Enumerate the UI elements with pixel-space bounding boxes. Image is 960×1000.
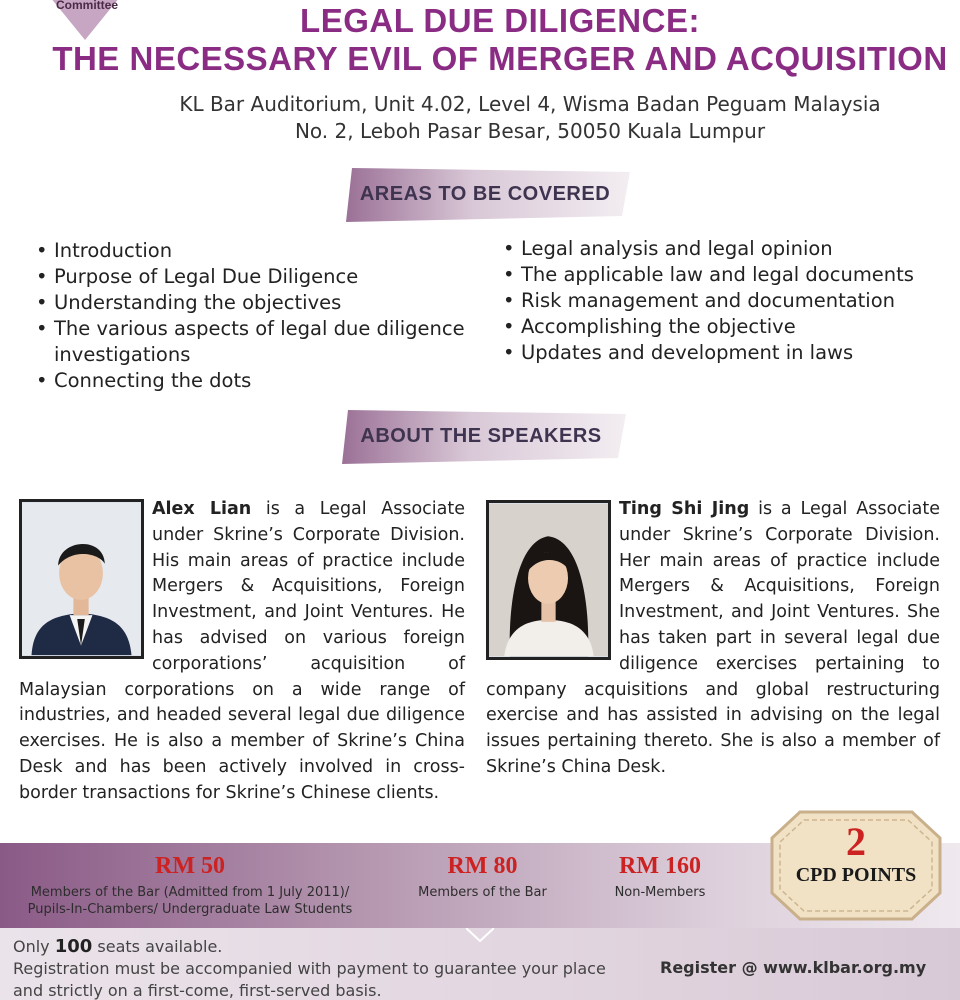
chevron-down-icon [466, 928, 494, 942]
fee-amount: RM 160 [619, 853, 701, 879]
areas-list-left [36, 238, 496, 394]
cpd-label: CPD POINTS [795, 864, 917, 886]
list-item: • Accomplishing the objective [503, 314, 953, 340]
seats-available [13, 936, 222, 957]
venue-line1: KL Bar Auditorium, Unit 4.02, Level 4, Wisma Badan Peguam Malaysia [179, 92, 881, 116]
list-item: • Connecting the dots [36, 368, 496, 394]
badge-label: Committee [55, 0, 118, 12]
seats-count: 100 [54, 936, 93, 957]
list-item: • Risk management and documentation [503, 288, 953, 314]
list-item: • Legal analysis and legal opinion [503, 236, 953, 262]
fee-amount: RM 50 [155, 853, 225, 879]
cpd-number: 2 [846, 819, 866, 864]
seats-prefix: Only [13, 937, 55, 956]
areas-heading: AREAS TO BE COVERED [359, 182, 611, 205]
speaker-name: Alex Lian [152, 499, 252, 519]
speaker-bio-text: is a Legal Associate under Skrine’s Corporate Division. Her main areas of practice include Mergers & Acquisitions, Foreign Investment, and Joint Ventures. She has taken part in several legal due diligence exercises pertaining to company acquisitions and global restructuring exercise and has assisted in advising on the legal issues pertaining thereto. She is also a member of Skrine’s China Desk. [486, 499, 941, 777]
speaker-name: Ting Shi Jing [619, 499, 750, 519]
speaker-bio-text: is a Legal Associate under Skrine’s Corporate Division. His main areas of practice include Mergers & Acquisitions, Foreign Investment, and Joint Ventures. He has advised on various foreign corporations’ acquisition of Malaysian corporations on a wide range of industries, and headed several legal due diligence exercises. He is also a member of Skrine’s China Desk and has been actively involved in cross-border transactions for Skrine’s Chinese clients. [19, 499, 465, 803]
event-title-line1: LEGAL DUE DILIGENCE: [300, 2, 700, 39]
fee-rm160 [590, 853, 730, 901]
speakers-banner [336, 408, 626, 464]
cpd-badge [770, 808, 942, 923]
register-link[interactable]: Register @ www.klbar.org.my [660, 958, 927, 977]
event-title-line2: THE NECESSARY EVIL OF MERGER AND ACQUISITION [52, 40, 948, 77]
list-item: • The applicable law and legal documents [503, 262, 953, 288]
fee-rm50 [10, 853, 370, 918]
list-item: • Purpose of Legal Due Diligence [36, 264, 496, 290]
seats-suffix: seats available. [92, 937, 223, 956]
registration-note: Registration must be accompanied with payment to guarantee your place and strictly on a first-come, first-served basis. [13, 959, 606, 1000]
list-item: • Understanding the objectives [36, 290, 496, 316]
venue-line2: No. 2, Leboh Pasar Besar, 50050 Kuala Lumpur [294, 119, 766, 143]
fee-desc: Members of the Bar (Admitted from 1 July 2011)/ [30, 885, 350, 900]
list-item: • The various aspects of legal due diligence investigations [36, 316, 496, 368]
fee-desc: Pupils-In-Chambers/ Undergraduate Law Students [27, 902, 353, 917]
fee-amount: RM 80 [447, 853, 518, 879]
speakers-heading: ABOUT THE SPEAKERS [360, 424, 602, 447]
speaker-bio-ting [486, 497, 940, 781]
fee-desc: Members of the Bar [418, 885, 547, 900]
speaker-bio-alex [19, 497, 465, 807]
areas-list-right [503, 236, 953, 366]
list-item: • Introduction [36, 238, 496, 264]
areas-banner [340, 166, 630, 222]
fee-rm80 [400, 853, 565, 901]
list-item: • Updates and development in laws [503, 340, 953, 366]
fee-desc: Non-Members [614, 885, 706, 900]
